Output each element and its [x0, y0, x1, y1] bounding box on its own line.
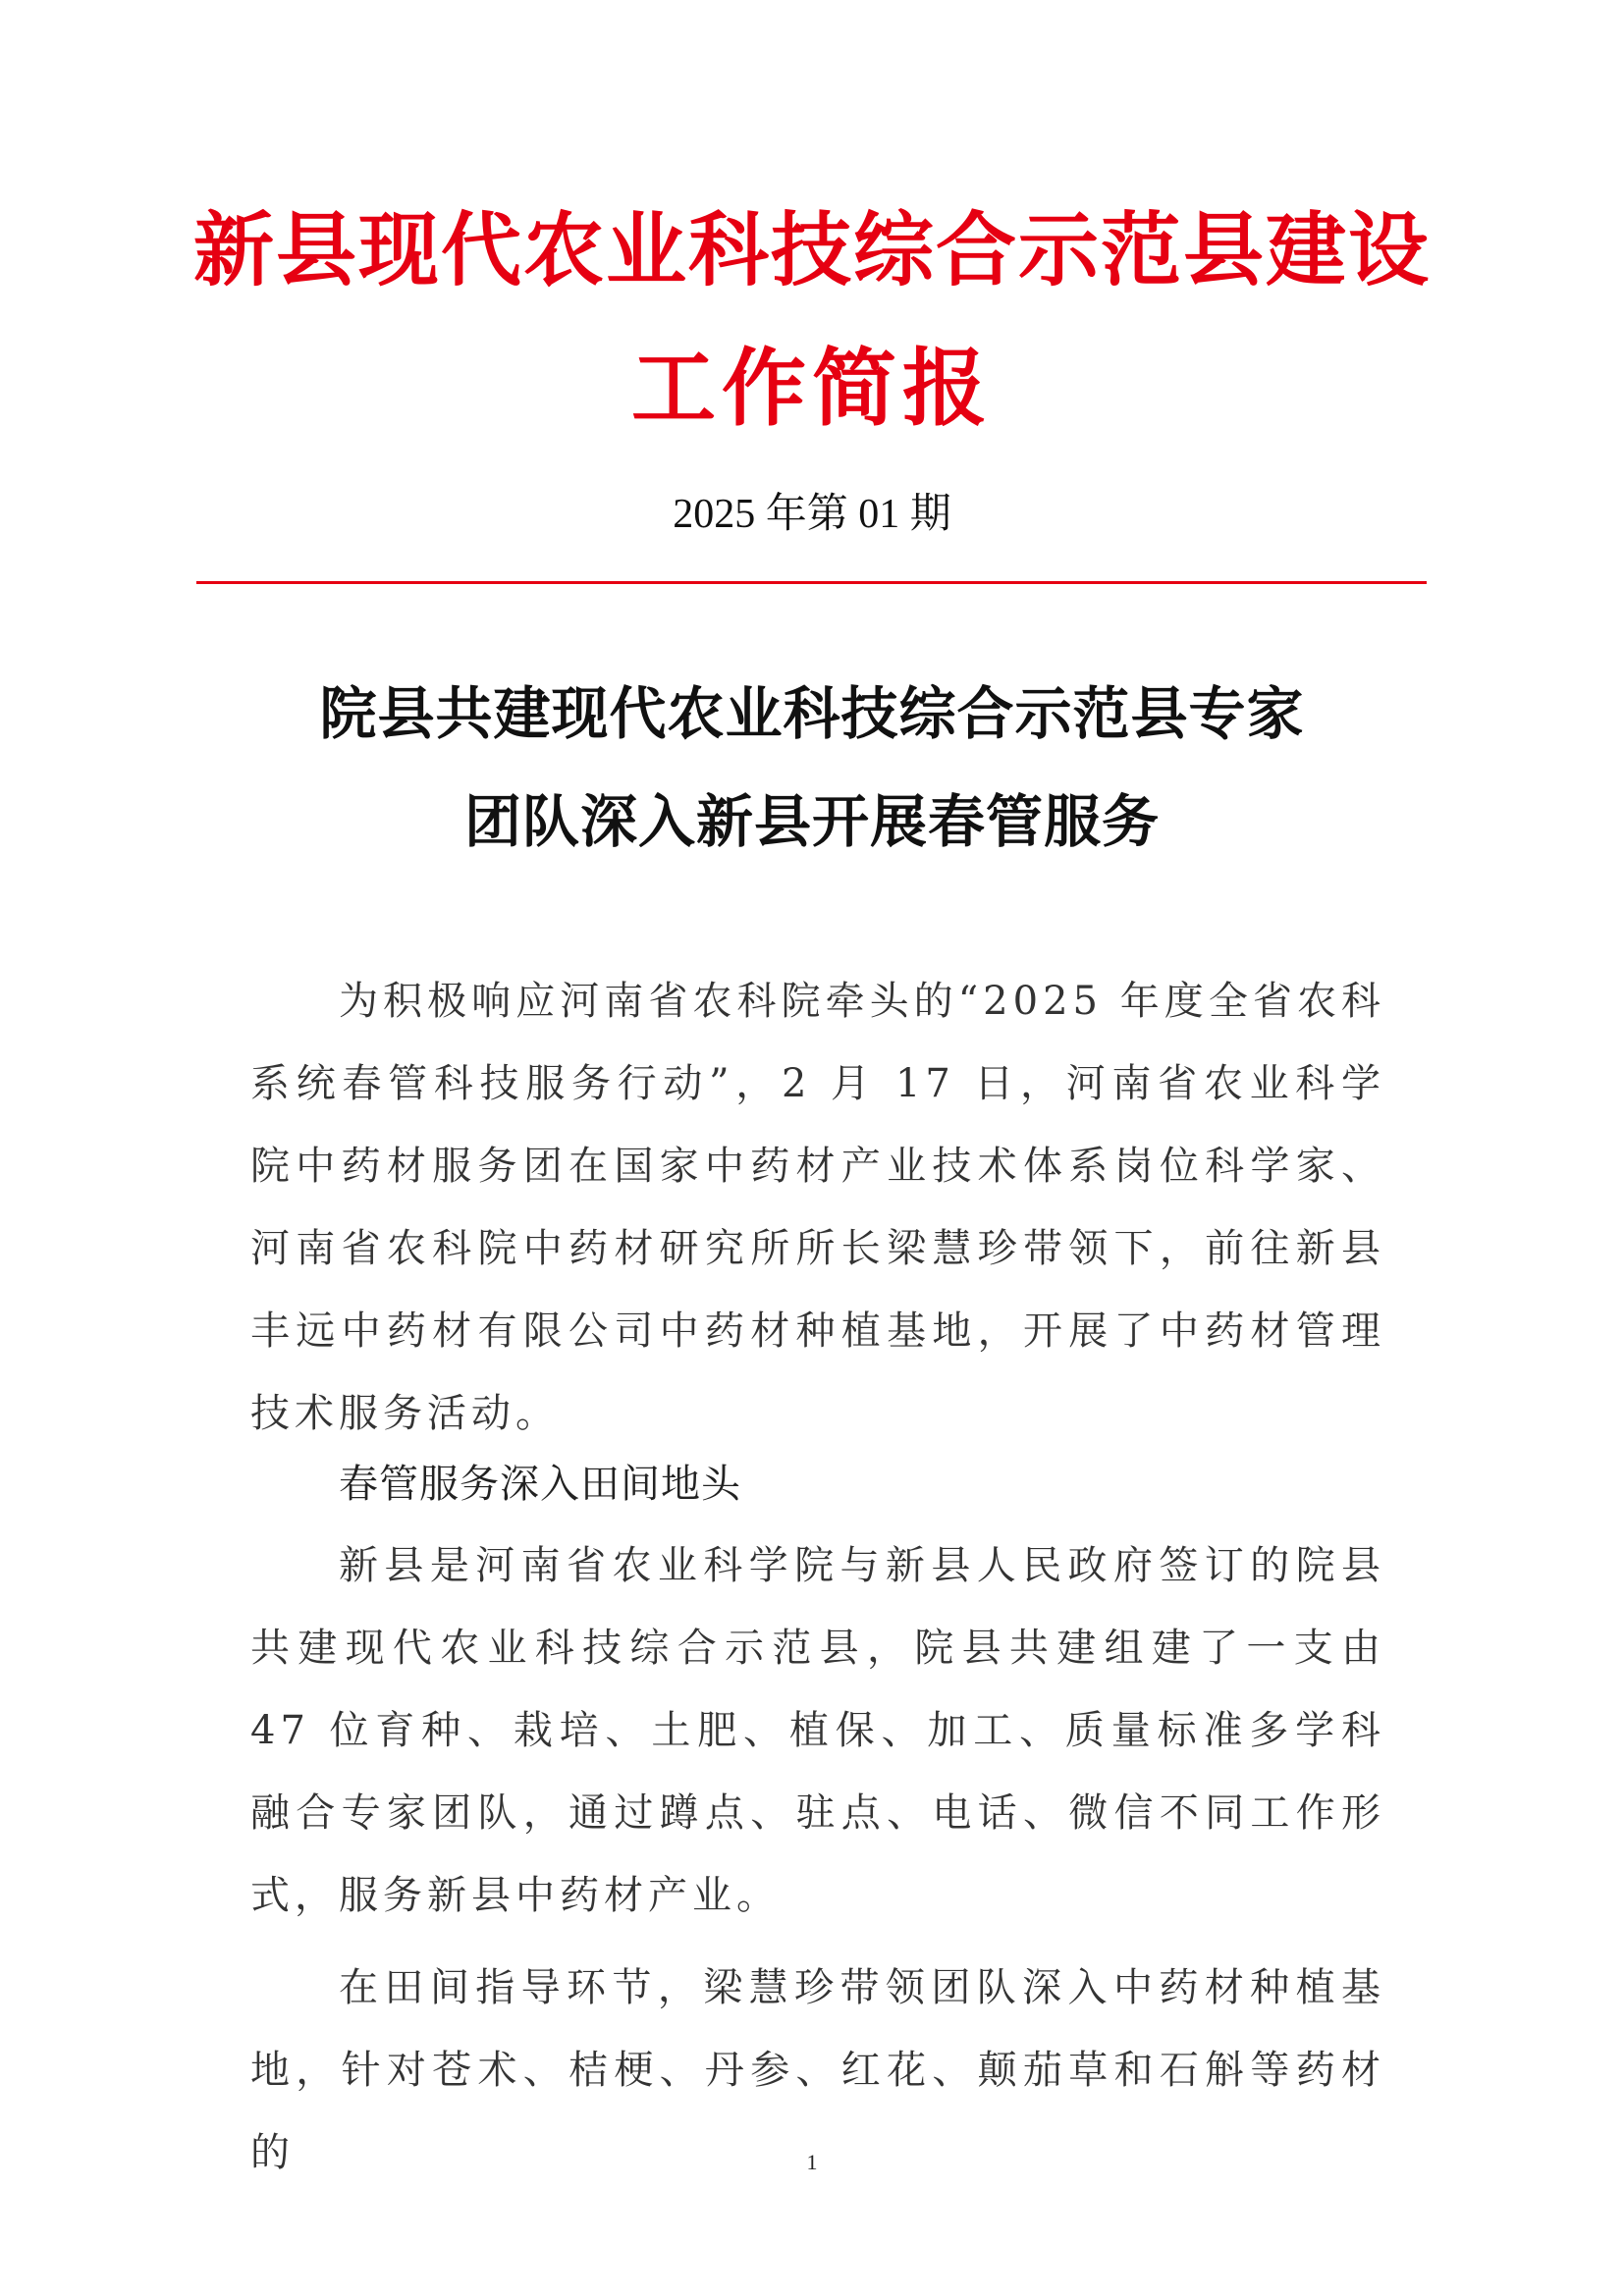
issue-number: 2025 年第 01 期	[673, 492, 951, 537]
body-paragraph: 新县是河南省农业科学院与新县人民政府签订的院县共建现代农业科技综合示范县，院县共建组建了一支由 47 位育种、栽培、土肥、植保、加工、质量标准多学科融合专家团队，通过蹲点、驻点、电话、微信不同工作形式，服务新县中药材产业。	[250, 1543, 1385, 1918]
article-title-line1: 院县共建现代农业科技综合示范县专家	[319, 680, 1305, 747]
red-divider-line	[196, 581, 1427, 584]
masthead-title-line2: 工作简报	[631, 339, 993, 438]
page-number: 1	[806, 2150, 818, 2174]
section-subheading: 春管服务深入田间地头	[339, 1462, 741, 1507]
body-paragraph: 在田间指导环节，梁慧珍带领团队深入中药材种植基地，针对苍术、桔梗、丹参、红花、颠茄草和石斛等药材的	[250, 1965, 1385, 2175]
article-title-line2: 团队深入新县开展春管服务	[463, 788, 1160, 855]
masthead-title-line1: 新县现代农业科技综合示范县建设	[192, 203, 1431, 297]
body-paragraph: 为积极响应河南省农科院牵头的“2025 年度全省农科系统春管科技服务行动”，2 月 17 日，河南省农业科学院中药材服务团在国家中药材产业技术体系岗位科学家、河南省农科院中药材研究所所长梁慧珍带领下，前往新县丰远中药材有限公司中药材种植基地，开展了中药材管理技术服务活动。	[250, 979, 1385, 1436]
